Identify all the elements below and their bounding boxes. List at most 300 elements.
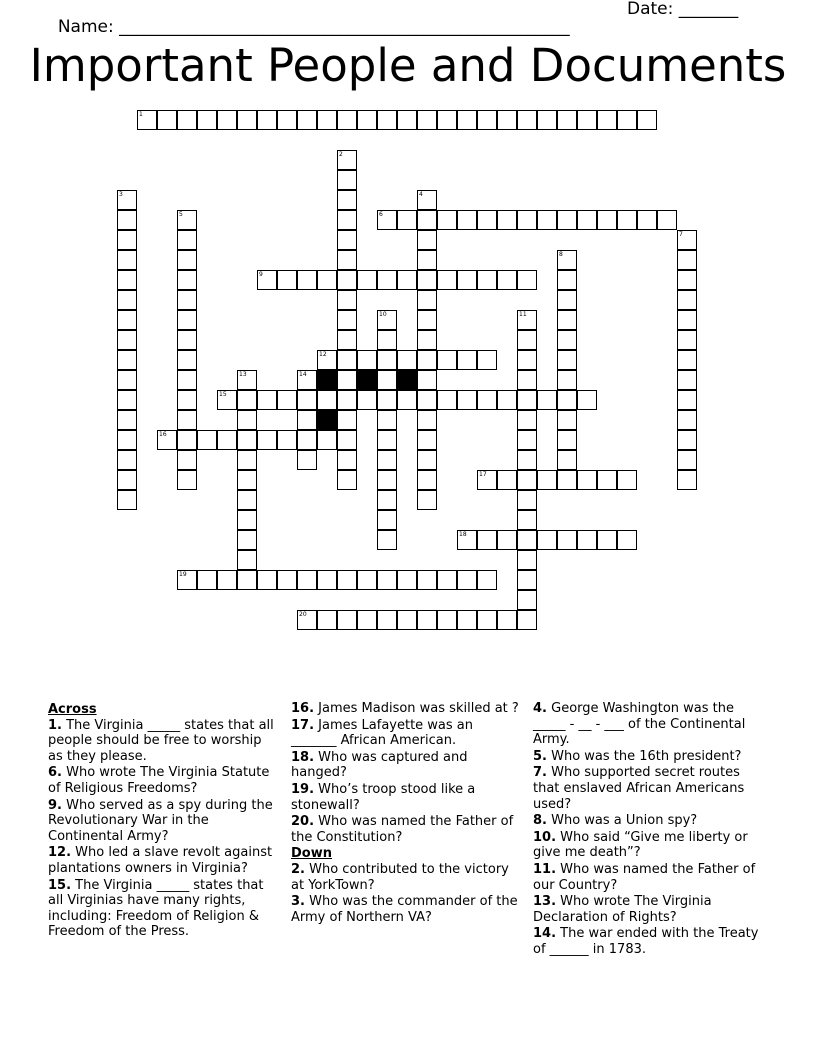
grid-cell[interactable] [557,470,577,490]
grid-cell[interactable] [637,210,657,230]
grid-cell[interactable] [217,390,237,410]
grid-cell[interactable] [557,430,577,450]
grid-cell[interactable] [117,470,137,490]
grid-cell[interactable] [397,610,417,630]
grid-cell[interactable] [477,470,497,490]
grid-cell[interactable] [117,230,137,250]
clue-item-text: Who’s troop stood like a stonewall? [291,781,476,813]
grid-cell[interactable] [537,530,557,550]
grid-cell[interactable] [497,530,517,550]
clue-item-number: 5. [533,748,547,764]
grid-cell[interactable] [677,470,697,490]
clue-item [48,878,276,940]
grid-cell[interactable] [517,270,537,290]
grid-cell[interactable] [177,270,197,290]
grid-cell[interactable] [477,270,497,290]
grid-cell[interactable] [417,570,437,590]
grid-cell[interactable] [457,110,477,130]
grid-cell[interactable] [377,350,397,370]
grid-cell[interactable] [177,330,197,350]
grid-cell[interactable] [377,370,397,390]
grid-cell[interactable] [477,390,497,410]
grid-cell[interactable] [317,350,337,370]
grid-cell[interactable] [417,610,437,630]
grid-cell[interactable] [297,110,317,130]
clue-number: 11 [519,311,527,318]
grid-cell[interactable] [477,210,497,230]
clue-item [533,894,761,925]
grid-cell[interactable] [337,410,357,430]
grid-cell[interactable] [357,270,377,290]
grid-cell[interactable] [397,390,417,410]
grid-cell[interactable] [677,370,697,390]
grid-cell[interactable] [677,250,697,270]
grid-cell[interactable] [477,110,497,130]
clue-number: 15 [219,391,227,398]
grid-cell[interactable] [517,590,537,610]
clue-item-number: 11. [533,861,557,877]
grid-cell[interactable] [537,210,557,230]
grid-cell[interactable] [337,370,357,390]
grid-cell[interactable] [237,510,257,530]
clue-number: 3 [119,191,123,198]
grid-cell[interactable] [437,390,457,410]
grid-cell[interactable] [177,230,197,250]
grid-cell[interactable] [177,470,197,490]
grid-cell[interactable] [257,430,277,450]
grid-cell[interactable] [237,490,257,510]
grid-cell[interactable] [637,110,657,130]
clue-item [291,701,519,717]
grid-cell[interactable] [117,490,137,510]
grid-cell[interactable] [577,210,597,230]
grid-cell[interactable] [517,430,537,450]
date-field-label[interactable]: Date: _______ [627,0,739,19]
clue-number: 8 [559,251,563,258]
grid-cell[interactable] [417,390,437,410]
grid-cell[interactable] [437,210,457,230]
grid-cell[interactable] [517,550,537,570]
grid-cell[interactable] [417,250,437,270]
clue-item-text: Who wrote The Virginia Statute of Religious Freedoms? [48,765,270,796]
grid-cell[interactable] [477,610,497,630]
grid-cell[interactable] [297,370,317,390]
grid-cell[interactable] [437,270,457,290]
grid-cell[interactable] [517,490,537,510]
grid-cell[interactable] [217,430,237,450]
grid-cell[interactable] [237,450,257,470]
grid-cell[interactable] [597,530,617,550]
clue-item [533,749,761,765]
grid-cell[interactable] [617,210,637,230]
grid-cell[interactable] [157,110,177,130]
grid-cell[interactable] [597,470,617,490]
grid-cell[interactable] [417,310,437,330]
clue-item [291,750,519,781]
grid-cell[interactable] [137,110,157,130]
grid-cell[interactable] [157,430,177,450]
grid-cell[interactable] [497,610,517,630]
grid-cell[interactable] [377,570,397,590]
grid-cell[interactable] [617,470,637,490]
grid-cell[interactable] [457,210,477,230]
grid-cell[interactable] [317,610,337,630]
grid-cell[interactable] [337,290,357,310]
grid-cell[interactable] [417,350,437,370]
grid-cell[interactable] [457,530,477,550]
grid-cell[interactable] [217,110,237,130]
grid-cell[interactable] [397,110,417,130]
grid-cell[interactable] [317,390,337,410]
grid-cell[interactable] [617,110,637,130]
grid-cell[interactable] [177,430,197,450]
grid-cell[interactable] [517,470,537,490]
grid-cell[interactable] [557,330,577,350]
grid-cell[interactable] [337,210,357,230]
grid-cell[interactable] [357,610,377,630]
grid-cell[interactable] [417,190,437,210]
grid-cell[interactable] [377,450,397,470]
grid-cell[interactable] [577,390,597,410]
grid-cell[interactable] [337,110,357,130]
grid-cell[interactable] [517,610,537,630]
clue-item-number: 1. [48,717,62,733]
grid-cell[interactable] [237,530,257,550]
grid-cell[interactable] [497,470,517,490]
grid-cell[interactable] [477,570,497,590]
clue-item-number: 18. [291,749,315,765]
grid-cell[interactable] [377,530,397,550]
grid-cell[interactable] [337,330,357,350]
grid-cell[interactable] [277,390,297,410]
grid-cell[interactable] [677,290,697,310]
clue-item [291,718,519,749]
grid-cell[interactable] [497,210,517,230]
grid-cell[interactable] [557,270,577,290]
grid-cell[interactable] [537,470,557,490]
grid-cell[interactable] [377,330,397,350]
grid-cell[interactable] [557,410,577,430]
grid-cell[interactable] [417,330,437,350]
grid-cell[interactable] [677,410,697,430]
black-square [317,410,337,430]
grid-cell[interactable] [237,470,257,490]
grid-cell[interactable] [277,110,297,130]
grid-cell[interactable] [517,350,537,370]
clue-item-number: 15. [48,877,72,893]
grid-cell[interactable] [177,450,197,470]
grid-cell[interactable] [537,390,557,410]
grid-cell[interactable] [237,430,257,450]
grid-cell[interactable] [417,430,437,450]
grid-cell[interactable] [377,310,397,330]
grid-cell[interactable] [197,570,217,590]
grid-cell[interactable] [317,270,337,290]
grid-cell[interactable] [337,190,357,210]
grid-cell[interactable] [377,610,397,630]
grid-cell[interactable] [177,110,197,130]
grid-cell[interactable] [397,270,417,290]
clue-number: 12 [319,351,327,358]
grid-cell[interactable] [117,290,137,310]
grid-cell[interactable] [457,570,477,590]
grid-cell[interactable] [337,350,357,370]
grid-cell[interactable] [117,190,137,210]
grid-cell[interactable] [117,350,137,370]
grid-cell[interactable] [677,270,697,290]
clue-item-text: Who contributed to the victory at YorkTown? [291,861,509,893]
grid-cell[interactable] [677,310,697,330]
grid-cell[interactable] [177,390,197,410]
grid-cell[interactable] [257,390,277,410]
grid-cell[interactable] [517,110,537,130]
grid-cell[interactable] [177,350,197,370]
grid-cell[interactable] [237,550,257,570]
grid-cell[interactable] [357,350,377,370]
grid-cell[interactable] [477,530,497,550]
grid-cell[interactable] [297,450,317,470]
grid-cell[interactable] [557,310,577,330]
grid-cell[interactable] [177,310,197,330]
grid-cell[interactable] [577,470,597,490]
grid-cell[interactable] [237,390,257,410]
grid-cell[interactable] [337,170,357,190]
grid-cell[interactable] [297,410,317,430]
grid-cell[interactable] [277,270,297,290]
clue-item-text: Who said “Give me liberty or give me death”? [533,829,748,861]
grid-cell[interactable] [337,270,357,290]
grid-cell[interactable] [457,390,477,410]
clue-number: 5 [179,211,183,218]
grid-cell[interactable] [117,390,137,410]
grid-cell[interactable] [257,570,277,590]
grid-cell[interactable] [377,490,397,510]
grid-cell[interactable] [117,310,137,330]
grid-cell[interactable] [337,230,357,250]
grid-cell[interactable] [557,290,577,310]
clue-item-number: 3. [291,894,305,910]
grid-cell[interactable] [297,390,317,410]
grid-cell[interactable] [677,330,697,350]
grid-cell[interactable] [517,310,537,330]
grid-cell[interactable] [297,430,317,450]
grid-cell[interactable] [337,390,357,410]
grid-cell[interactable] [557,250,577,270]
grid-cell[interactable] [117,210,137,230]
grid-cell[interactable] [437,110,457,130]
grid-cell[interactable] [397,350,417,370]
grid-cell[interactable] [117,370,137,390]
clue-number: 2 [339,151,343,158]
grid-cell[interactable] [417,290,437,310]
grid-cell[interactable] [397,210,417,230]
grid-cell[interactable] [557,450,577,470]
grid-cell[interactable] [177,370,197,390]
grid-cell[interactable] [377,430,397,450]
grid-cell[interactable] [237,370,257,390]
grid-cell[interactable] [417,410,437,430]
grid-cell[interactable] [677,430,697,450]
clues-column-1 [48,701,276,941]
grid-cell[interactable] [557,110,577,130]
grid-cell[interactable] [177,410,197,430]
clue-number: 7 [679,231,683,238]
grid-cell[interactable] [657,210,677,230]
grid-cell[interactable] [577,530,597,550]
grid-cell[interactable] [117,430,137,450]
grid-cell[interactable] [617,530,637,550]
grid-cell[interactable] [497,110,517,130]
grid-cell[interactable] [377,210,397,230]
grid-cell[interactable] [437,610,457,630]
grid-cell[interactable] [297,270,317,290]
grid-cell[interactable] [517,390,537,410]
grid-cell[interactable] [417,450,437,470]
grid-cell[interactable] [377,470,397,490]
grid-cell[interactable] [677,350,697,370]
grid-cell[interactable] [237,110,257,130]
clue-item [533,926,761,957]
grid-cell[interactable] [517,570,537,590]
grid-cell[interactable] [337,470,357,490]
clue-item-number: 20. [291,814,315,830]
name-field-label[interactable]: Name: _____________________________________________________ [57,17,570,37]
grid-cell[interactable] [557,350,577,370]
grid-cell[interactable] [417,270,437,290]
clue-item-number: 16. [291,701,315,716]
clue-item-number: 12. [48,845,72,861]
grid-cell[interactable] [517,450,537,470]
clue-number: 19 [179,571,187,578]
grid-cell[interactable] [377,510,397,530]
down-heading: Down [291,846,332,862]
grid-cell[interactable] [677,390,697,410]
grid-cell[interactable] [337,610,357,630]
grid-cell[interactable] [517,370,537,390]
grid-cell[interactable] [337,310,357,330]
grid-cell[interactable] [337,450,357,470]
grid-cell[interactable] [177,250,197,270]
grid-cell[interactable] [557,210,577,230]
clue-item-text: Who was named the Father of the Constitution? [291,814,514,845]
grid-cell[interactable] [597,110,617,130]
clue-item [291,782,519,813]
grid-cell[interactable] [517,530,537,550]
grid-cell[interactable] [117,270,137,290]
clue-number: 20 [299,611,307,618]
grid-cell[interactable] [197,430,217,450]
clue-number: 17 [479,471,487,478]
grid-cell[interactable] [377,270,397,290]
grid-cell[interactable] [497,390,517,410]
clue-item [533,813,761,829]
grid-cell[interactable] [217,570,237,590]
clue-item-text: The Virginia _____ states that all Virginias have many rights, including: Freedom of Religion & Freedom of the Press. [48,877,264,940]
grid-cell[interactable] [417,110,437,130]
grid-cell[interactable] [417,370,437,390]
grid-cell[interactable] [677,230,697,250]
clue-item [533,765,761,812]
grid-cell[interactable] [437,350,457,370]
grid-cell[interactable] [317,110,337,130]
grid-cell[interactable] [557,370,577,390]
grid-cell[interactable] [197,110,217,130]
black-square [397,370,417,390]
grid-cell[interactable] [237,410,257,430]
grid-cell[interactable] [417,210,437,230]
clue-item-number: 10. [533,829,557,845]
clue-item-text: Who was captured and hanged? [291,749,468,781]
grid-cell[interactable] [237,570,257,590]
across-heading: Across [48,702,97,717]
grid-cell[interactable] [377,390,397,410]
grid-cell[interactable] [317,570,337,590]
grid-cell[interactable] [437,570,457,590]
grid-cell[interactable] [337,250,357,270]
grid-cell[interactable] [457,270,477,290]
clue-item-text: The war ended with the Treaty of ______ in 1783. [533,926,759,957]
grid-cell[interactable] [417,490,437,510]
grid-cell[interactable] [417,230,437,250]
grid-cell[interactable] [577,110,597,130]
grid-cell[interactable] [557,390,577,410]
grid-cell[interactable] [677,450,697,470]
grid-cell[interactable] [357,570,377,590]
clue-number: 1 [139,111,143,118]
grid-cell[interactable] [457,350,477,370]
grid-cell[interactable] [177,570,197,590]
grid-cell[interactable] [597,210,617,230]
grid-cell[interactable] [337,570,357,590]
grid-cell[interactable] [337,430,357,450]
grid-cell[interactable] [377,110,397,130]
grid-cell[interactable] [117,450,137,470]
grid-cell[interactable] [517,510,537,530]
grid-cell[interactable] [357,110,377,130]
grid-cell[interactable] [357,390,377,410]
grid-cell[interactable] [297,570,317,590]
grid-cell[interactable] [457,610,477,630]
grid-cell[interactable] [277,430,297,450]
clue-item-text: Who supported secret routes that enslaved African Americans used? [533,765,745,812]
grid-cell[interactable] [117,250,137,270]
grid-cell[interactable] [517,330,537,350]
grid-cell[interactable] [177,210,197,230]
grid-cell[interactable] [397,570,417,590]
grid-cell[interactable] [257,110,277,130]
grid-cell[interactable] [257,270,277,290]
grid-cell[interactable] [517,210,537,230]
grid-cell[interactable] [557,530,577,550]
clue-item-text: Who wrote The Virginia Declaration of Rights? [533,894,712,925]
grid-cell[interactable] [537,110,557,130]
clue-item-text: Who was the commander of the Army of Northern VA? [291,894,518,925]
grid-cell[interactable] [277,570,297,590]
grid-cell[interactable] [497,270,517,290]
grid-cell[interactable] [377,410,397,430]
grid-cell[interactable] [517,410,537,430]
grid-cell[interactable] [417,470,437,490]
clue-number: 10 [379,311,387,318]
grid-cell[interactable] [477,350,497,370]
clue-item [533,830,761,861]
grid-cell[interactable] [337,150,357,170]
grid-cell[interactable] [297,610,317,630]
grid-cell[interactable] [317,430,337,450]
grid-cell[interactable] [177,290,197,310]
grid-cell[interactable] [117,330,137,350]
grid-cell[interactable] [117,410,137,430]
